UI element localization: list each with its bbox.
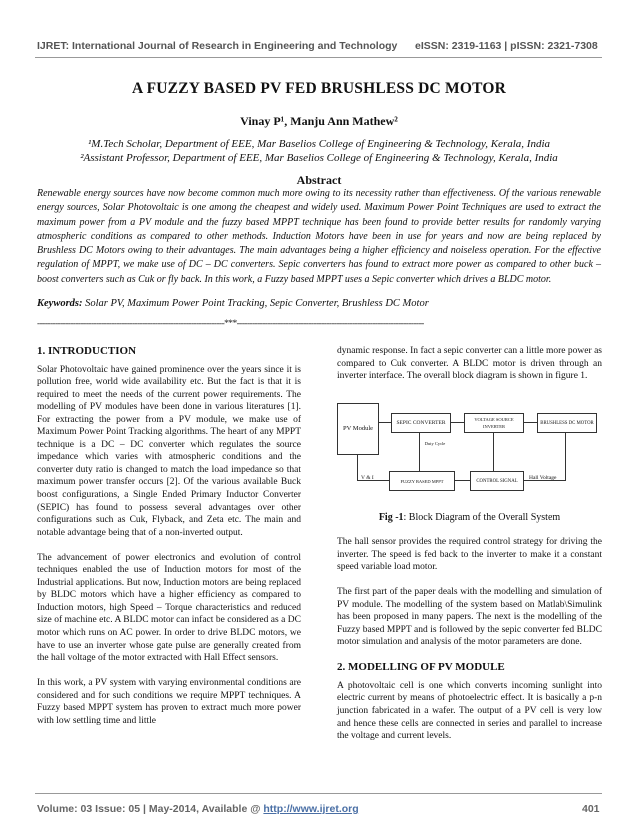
pv-module-box: PV Module (337, 403, 379, 455)
section-2-paragraph: A photovoltaic cell is one which converts incoming sunlight into electric current by means of photoelectric effect. It is basically a p-n junction fabricated in a wafer. The output of a PV cell is very low and hence these cells are connected in series and parallel to increase the voltage and current levels. (337, 680, 602, 742)
line-pv-down (357, 454, 358, 480)
right-paragraph-1: The hall sensor provides the required control strategy for driving the inverter. The speed is fed back to the inverter to make it a constant speed variable load motor. (337, 537, 602, 573)
line-motor-down (565, 431, 566, 481)
intro-paragraph-2: The advancement of power electronics and evolution of control techniques enabled the use of Induction motors for most of the Industrial applications. But now, Induction motors are being replaced by BLDC motors which have a higher efficiency as compared to Induction motors, high Speed – Torque characteristics and reduced size of machine etc. A BLDC motor can infact be considered as a DC motor which runs on AC power. In order to drive BLDC motors, we have to use an inverter whose gate pulse are generally created from the hall voltage of the motor extracted with Hall Effect sensors. (37, 552, 301, 664)
affiliation-2: ²Assistant Professor, Department of EEE, Mar Baselios College of Engineering & Technology, Kerala, India (80, 152, 558, 164)
journal-name: IJRET: International Journal of Research in Engineering and Technology (37, 40, 398, 52)
affiliation-1: ¹M.Tech Scholar, Department of EEE, Mar Baselios College of Engineering & Technology, Kerala, India (88, 138, 550, 150)
bldc-motor-box: BRUSHLESS DC MOTOR (537, 413, 597, 433)
figure-caption-label: Fig -1 (378, 512, 404, 523)
control-signal-box: CONTROL SIGNAL (470, 471, 524, 491)
header-rule (35, 57, 602, 58)
block-diagram (337, 395, 607, 505)
right-column-top (337, 345, 602, 395)
line-duty (419, 431, 420, 471)
figure-caption-text: : Block Diagram of the Overall System (403, 512, 561, 523)
hall-voltage-label: Hall Voltage (529, 475, 557, 481)
section-1-heading: 1. INTRODUCTION (37, 345, 137, 357)
issn: eISSN: 2319-1163 | pISSN: 2321-7308 (415, 40, 598, 52)
page-number: 401 (582, 803, 600, 815)
line-vsi-motor (523, 422, 537, 423)
intro-paragraph-3: In this work, a PV system with varying environmental conditions are considered and for such conditions we require MPPT techniques. A Fuzzy based MPPT system has proven to extract much more power with low settling time and little (37, 678, 301, 726)
figure-caption (337, 512, 602, 523)
keywords-line (37, 298, 429, 309)
right-paragraph-top: dynamic response. In fact a sepic converter can a little more power as compared to Cuk converter. A BLDC motor is driven through an inverter interface. The overall block diagram is shown in figure 1. (337, 346, 602, 382)
line-sepic-vsi (450, 422, 464, 423)
inverter-box: VOLTAGE SOURCE INVERTER (464, 413, 524, 433)
duty-cycle-label: Duty Cycle (424, 441, 446, 446)
abstract-heading: Abstract (296, 173, 342, 187)
right-paragraph-2: The first part of the paper deals with the modelling and simulation of PV module. The modelling of the system based on Matlab\Simulink has been proposed in many papers. The next is the modelling of the Fuzzy based MPPT and is followed by the sepic converter fed BLDC motor simulation and analysis of the motor parameters are done. (337, 587, 602, 648)
line-fuzzy-control (454, 480, 470, 481)
sepic-converter-box: SEPIC CONVERTER (391, 413, 451, 433)
intro-paragraph-1: Solar Photovoltaic have gained prominence over the years since it is pollution free, world wide availability etc. But the fact is that it is required to meet the needs of the current power requirements. The modelling of PV modules have been done in various literatures [1]. For extracting the power from a PV module, we make use of Maximum Power Point Tracking algorithms. The heart of any MPPT technique is a DC – DC converter which regulates the source impedance which varies with atmospheric conditions and the converter duty ratio is changed to match the load impedance so that maximum power transfer occurs [2]. Of the various available Buck boost configurations, a Single Ended Primary Inductor Converter (SEPIC) has found to possess several advantages over other configurations such as Cuk, Flyback, and Zeta etc. The main and notable advantage being that of a non-inverted output. (37, 364, 301, 538)
section-2-heading: 2. MODELLING OF PV MODULE (337, 661, 505, 674)
keywords-text: Solar PV, Maximum Power Point Tracking, Sepic Converter, Brushless DC Motor (85, 298, 429, 309)
separator-line: -------------------------------------------------------------------------***------------------------------------------------------------------------- (37, 319, 424, 329)
fuzzy-mppt-box: FUZZY BASED MPPT (389, 471, 455, 491)
footer-volume (37, 803, 359, 815)
keywords-label: Keywords: (37, 298, 83, 309)
left-column (37, 345, 301, 740)
footer-volume-text: Volume: 03 Issue: 05 | May-2014, Available @ (37, 803, 264, 815)
line-control-vsi (493, 431, 494, 471)
right-column-bottom (337, 536, 602, 755)
abstract-text: Renewable energy sources have now become common much more owing to its necessity rather than effectiveness. Of the various renewable energy sources, Solar Photovoltaic is one among the cheapest and widely used. Maximum Power Point Techniques are used to extract the maximum power from a PV module and the fuzzy based MPPT technique has been found to provide better results for randomly varying atmospheric conditions as compared to other methods. Induction Motors have been in use for years and now are being replaced by Brushless DC Motors owing to their advantages. The main advantages being a higher efficiency and noiseless operation. For the effective regulation of MPPT, we make use of DC – DC converters. Sepic converters has found to extract more power as compared to other buck – boost converters such as Cuk or fly back. In this work, a Fuzzy based MPPT uses a Sepic converter which drives a BLDC motor. (37, 188, 601, 285)
paper-title: A FUZZY BASED PV FED BRUSHLESS DC MOTOR (132, 80, 506, 97)
authors: Vinay P¹, Manju Ann Mathew² (240, 114, 398, 128)
line-pv-sepic (378, 422, 391, 423)
vi-label: V & I (361, 475, 374, 481)
footer-rule (35, 793, 602, 794)
journal-link[interactable]: http://www.ijret.org (263, 803, 359, 815)
